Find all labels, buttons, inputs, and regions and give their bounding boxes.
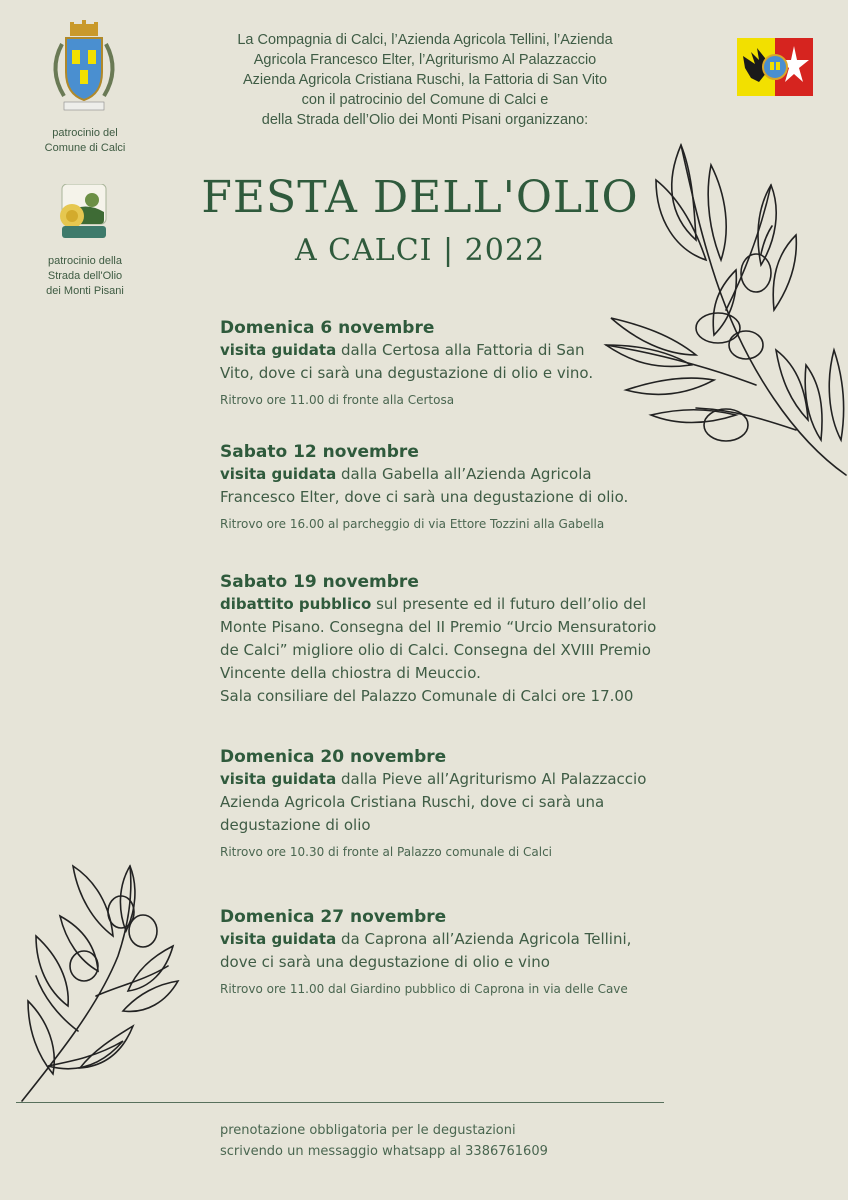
calci-coat-of-arms-logo	[44, 20, 124, 120]
event-type: visita guidata	[220, 465, 337, 483]
event-description: visita guidata da Caprona all’Azienda Agricola Tellini, dove ci sarà una degustazione di olio e vino	[220, 930, 632, 971]
event-item	[220, 571, 680, 708]
calci-logo-caption: patrocinio del Comune di Calci	[44, 127, 126, 154]
event-date: Sabato 12 novembre	[220, 442, 419, 462]
intro-line: con il patrocinio del Comune di Calci e	[301, 92, 549, 108]
event-type: visita guidata	[220, 770, 337, 788]
event-description: visita guidata dalla Gabella all’Azienda Agricola Francesco Elter, dove ci sarà una degustazione di olio.	[220, 465, 629, 506]
intro-line: Agricola Francesco Elter, l’Agriturismo Al Palazzaccio	[253, 52, 597, 68]
event-item	[220, 441, 680, 531]
strada-logo-caption: patrocinio della Strada dell'Olio dei Monti Pisani	[46, 255, 124, 297]
event-type: dibattito pubblico	[220, 595, 372, 613]
organizers-intro	[190, 30, 660, 130]
event-type: visita guidata	[220, 930, 337, 948]
event-type: visita guidata	[220, 341, 337, 359]
page-subtitle: A CALCI | 2022	[294, 233, 546, 268]
event-item	[220, 746, 680, 859]
event-date: Domenica 20 novembre	[220, 747, 447, 767]
event-item	[220, 906, 680, 996]
event-date: Domenica 27 novembre	[220, 907, 447, 927]
event-description: visita guidata dalla Pieve all’Agriturismo Al Palazzaccio Azienda Agricola Cristiana Ruschi, dove ci sarà una degustazione di olio	[220, 770, 647, 834]
event-date: Domenica 6 novembre	[220, 318, 435, 338]
footer-divider	[16, 1102, 664, 1103]
booking-note	[220, 1120, 548, 1162]
event-meeting-point: Ritrovo ore 11.00 dal Giardino pubblico di Caprona in via delle Cave	[220, 982, 628, 996]
strada-olio-logo	[58, 184, 110, 242]
event-meeting-point: Ritrovo ore 10.30 di fronte al Palazzo comunale di Calci	[220, 845, 553, 859]
compagnia-calci-flag-logo	[737, 38, 813, 96]
event-item	[220, 317, 680, 407]
page-title: FESTA DELL'OLIO	[201, 172, 639, 223]
intro-line: della Strada dell’Olio dei Monti Pisani organizzano:	[261, 112, 589, 128]
event-meeting-point: Ritrovo ore 16.00 al parcheggio di via Ettore Tozzini alla Gabella	[220, 517, 605, 531]
event-date: Sabato 19 novembre	[220, 572, 419, 592]
event-description: visita guidata dalla Certosa alla Fattoria di San Vito, dove ci sarà una degustazione di olio e vino.	[220, 341, 594, 382]
event-meeting-point: Ritrovo ore 11.00 di fronte alla Certosa	[220, 393, 455, 407]
intro-line: La Compagnia di Calci, l’Azienda Agricola Tellini, l’Azienda	[237, 32, 613, 48]
olive-branch-illustration	[596, 140, 848, 480]
intro-line: Azienda Agricola Cristiana Ruschi, la Fattoria di San Vito	[242, 72, 608, 88]
booking-note-line: scrivendo un messaggio whatsapp al 3386761609	[220, 1144, 548, 1159]
olive-sprig-illustration	[18, 856, 188, 1106]
booking-note-line: prenotazione obbligatoria per le degustazioni	[220, 1123, 516, 1138]
event-description: dibattito pubblico sul presente ed il futuro dell’olio del Monte Pisano. Consegna del II Premio “Urcio Mensuratorio de Calci” migliore olio di Calci. Consegna del XVIII Premio Vincente della chiostra di Meuccio. Sala consiliare del Palazzo Comunale di Calci ore 17.00	[220, 595, 657, 705]
